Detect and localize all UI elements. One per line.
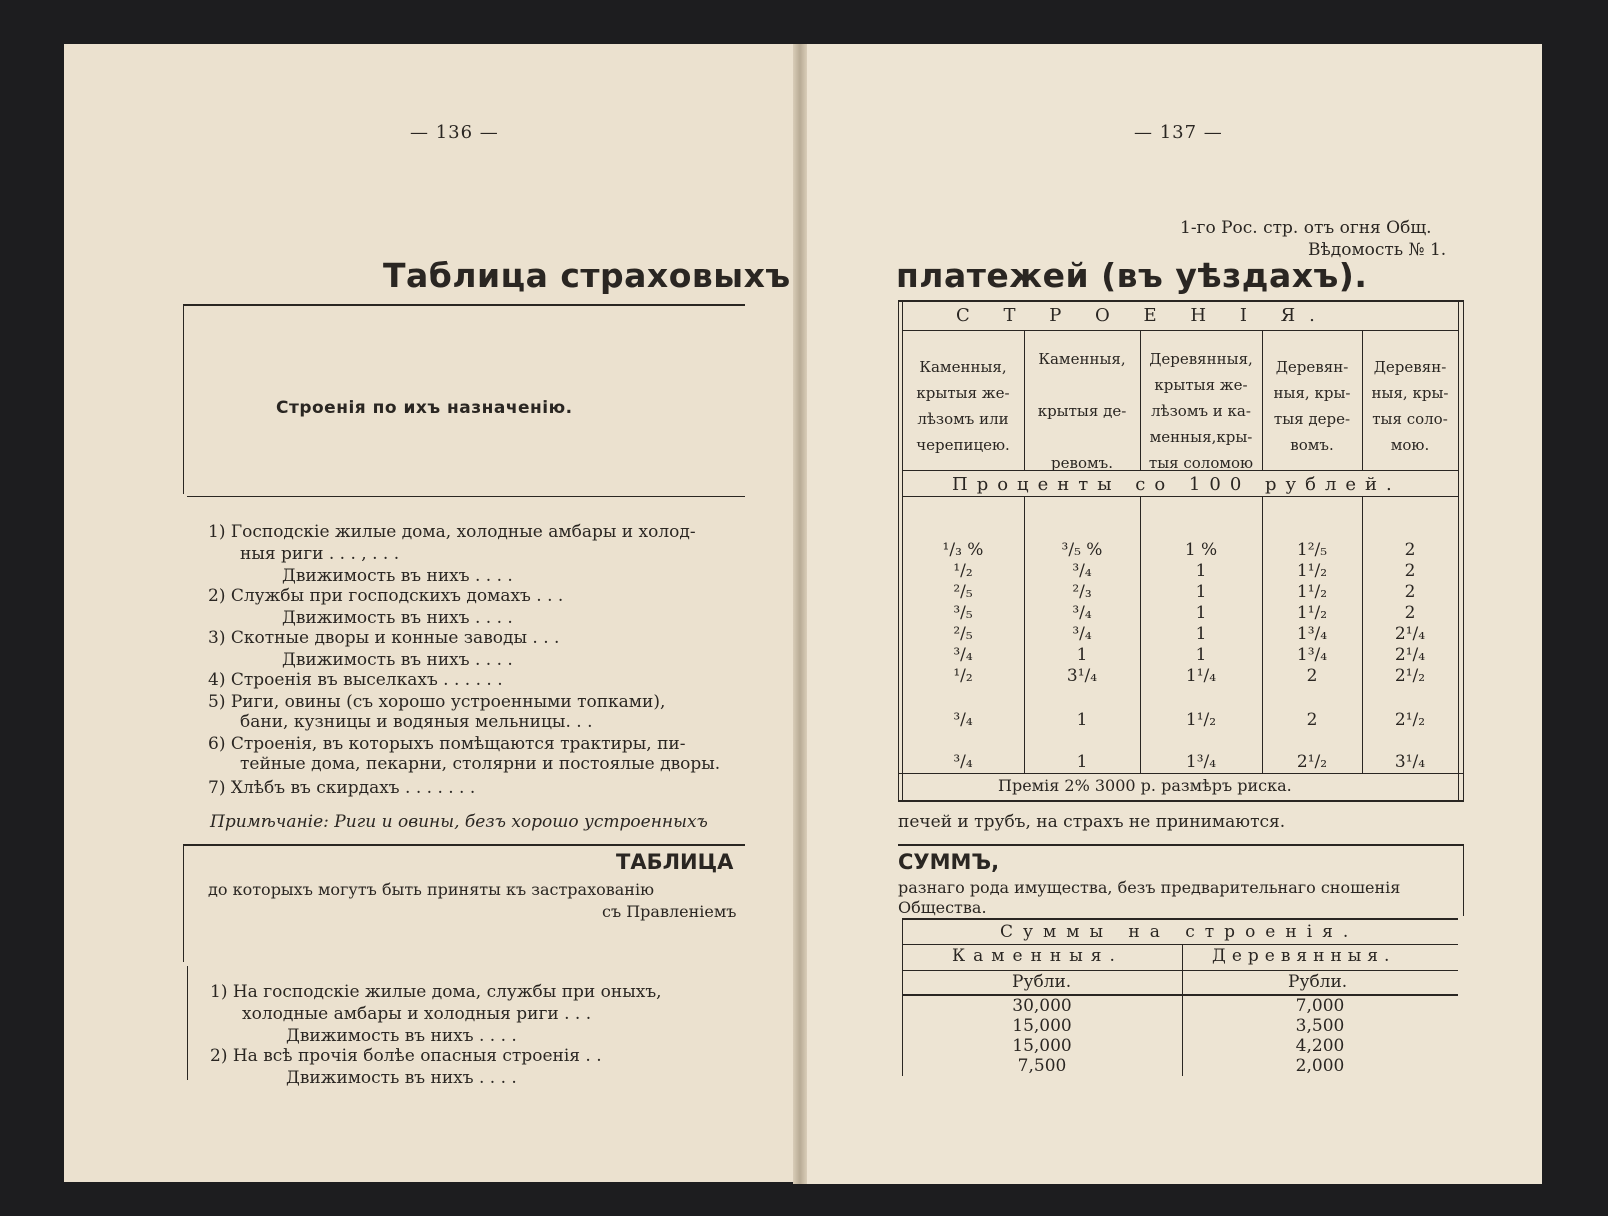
left-item-line: 5) Риги, овины (съ хорошо устроенными топками),: [208, 692, 666, 712]
rate-cell: 1³/₄: [1296, 645, 1328, 665]
sum-cell: 15,000: [1012, 1016, 1072, 1036]
rate-cell: 2¹/₄: [1394, 645, 1426, 665]
table2-subtitle-1: до которыхъ могутъ быть приняты къ застрахованію: [208, 880, 654, 899]
column-header-line: черепицею.: [916, 436, 1010, 454]
column-header-line: Каменныя,: [1038, 350, 1126, 368]
rate-cell: ³/₄: [1072, 624, 1092, 644]
left-item-line: 2) Службы при господскихъ домахъ . . .: [208, 586, 564, 606]
left-item-line: бани, кузницы и водяныя мельницы. . .: [240, 712, 593, 732]
rate-cell: 1: [1076, 645, 1088, 665]
rate-cell: ²/₅: [953, 582, 973, 602]
column-header-line: Деревянныя,: [1149, 350, 1253, 368]
column-header: [1262, 354, 1362, 458]
sum-cell: 3,500: [1295, 1016, 1345, 1036]
sum-cell: 4,200: [1295, 1036, 1345, 1056]
column-header-line: лѣзомъ и ка-: [1151, 402, 1251, 420]
column-header: [902, 354, 1024, 458]
left-item2-line: Движимость въ нихъ . . . .: [286, 1026, 517, 1046]
sum-cell: 7,000: [1295, 996, 1345, 1016]
rate-cell: ¹/₂: [953, 561, 973, 581]
left-item-line: 1) Господскіе жилые дома, холодные амбары и холод-: [208, 522, 696, 542]
rate-cell: 1¹/₂: [1185, 710, 1217, 730]
rate-cell: 1: [1195, 645, 1207, 665]
rate-cell: ³/₄: [1072, 561, 1092, 581]
rate-cell: 1³/₄: [1296, 624, 1328, 644]
rate-cell: 1¹/₂: [1296, 582, 1328, 602]
note-continuation: печей и трубъ, на страхъ не принимаются.: [898, 812, 1286, 832]
company-line: 1-го Рос. стр. отъ огня Общ.: [1180, 218, 1432, 238]
rate-cell: 2¹/₄: [1394, 624, 1426, 644]
left-item-line: Движимость въ нихъ . . . .: [282, 650, 513, 670]
column-header-line: Деревян-: [1275, 358, 1349, 376]
left-item2-line: Движимость въ нихъ . . . .: [286, 1068, 517, 1088]
rate-cell: 1: [1195, 603, 1207, 623]
rate-cell: 1: [1076, 752, 1088, 772]
sum-cell: 7,500: [1017, 1056, 1067, 1076]
rate-cell: ³/₄: [1072, 603, 1092, 623]
left-item-line: ныя риги . . . , . . .: [240, 544, 400, 564]
rate-cell: ³/₄: [953, 752, 973, 772]
rate-cell: 2¹/₂: [1296, 752, 1328, 772]
sums-title: СУММЪ,: [898, 850, 1000, 874]
left-item2-line: 2) На всѣ прочія болѣе опасныя строенія . .: [210, 1046, 602, 1066]
table2-subtitle-2: съ Правленіемъ: [602, 902, 737, 921]
rate-cell: 1³/₄: [1185, 752, 1217, 772]
rate-cell: 2: [1404, 561, 1416, 581]
book-gutter: [793, 44, 807, 1184]
column-header-line: мою.: [1390, 436, 1430, 454]
left-item-line: тейные дома, пекарни, столярни и постоялые дворы.: [240, 754, 721, 774]
sum-cell: 15,000: [1012, 1036, 1072, 1056]
right-title: платежей (въ уѣздахъ).: [896, 256, 1368, 295]
rate-cell: 1¹/₄: [1185, 666, 1217, 686]
column-header-line: крытыя же-: [916, 384, 1010, 402]
unit-wood: Рубли.: [1288, 972, 1348, 992]
column-header-line: ревомъ.: [1051, 454, 1113, 472]
rate-cell: 1 %: [1184, 540, 1218, 560]
column-header-line: тыя соло-: [1372, 410, 1448, 428]
wood-header: Деревянныя.: [1212, 946, 1396, 966]
column-header-line: крытыя де-: [1037, 402, 1127, 420]
rate-cell: ²/₃: [1072, 582, 1092, 602]
rate-cell: 1¹/₂: [1296, 561, 1328, 581]
rate-cell: 3¹/₄: [1066, 666, 1098, 686]
rate-cell: ¹/₃ %: [942, 540, 984, 560]
rate-cell: 2: [1404, 540, 1416, 560]
stone-header: Каменныя.: [952, 946, 1123, 966]
column-header-line: вомъ.: [1290, 436, 1334, 454]
rate-cell: ³/₅ %: [1061, 540, 1103, 560]
left-item-line: 7) Хлѣбъ въ скирдахъ . . . . . . .: [208, 778, 476, 798]
column-header-line: крытыя же-: [1154, 376, 1248, 394]
rate-cell: 1¹/₂: [1296, 603, 1328, 623]
left-item-line: 6) Строенія, въ которыхъ помѣщаются трактиры, пи-: [208, 734, 686, 754]
column-header: [1362, 354, 1458, 458]
rate-cell: 2¹/₂: [1394, 666, 1426, 686]
sums-subtitle-2: Общества.: [898, 898, 987, 917]
rate-cell: ²/₅: [953, 624, 973, 644]
column-header-line: Деревян-: [1373, 358, 1447, 376]
right-page-number: — 137 —: [1134, 122, 1223, 143]
rate-cell: 1: [1195, 624, 1207, 644]
column-header-line: тыя дере-: [1273, 410, 1351, 428]
left-item-line: Движимость въ нихъ . . . .: [282, 608, 513, 628]
left-item-line: 3) Скотные дворы и конные заводы . . .: [208, 628, 560, 648]
column-header-line: менныя,кры-: [1149, 428, 1253, 446]
sum-cell: 2,000: [1295, 1056, 1345, 1076]
premium-line: Премія 2% 3000 р. размѣръ риска.: [998, 776, 1292, 795]
column-header-line: тыя соломою: [1148, 454, 1254, 472]
rate-cell: 1: [1195, 561, 1207, 581]
section-heading: Строенія по ихъ назначенію.: [276, 398, 573, 418]
sums-header: Суммы на строенія.: [1000, 922, 1359, 942]
rate-cell: 3¹/₄: [1394, 752, 1426, 772]
column-header: [1024, 346, 1140, 476]
rate-cell: ³/₄: [953, 710, 973, 730]
left-item2-line: холодные амбары и холодныя риги . . .: [242, 1004, 592, 1024]
column-header-line: [1024, 424, 1140, 450]
left-title: Таблица страховыхъ: [383, 256, 791, 295]
rate-cell: 2: [1404, 603, 1416, 623]
sum-cell: 30,000: [1012, 996, 1072, 1016]
column-header-line: ныя, кры-: [1273, 384, 1351, 402]
sums-subtitle-1: разнаго рода имущества, безъ предварительнаго сношенія: [898, 878, 1401, 897]
rate-cell: 2: [1306, 710, 1318, 730]
left-page-number: — 136 —: [410, 122, 499, 143]
column-header-line: Каменныя,: [919, 358, 1007, 376]
column-header: [1140, 346, 1262, 476]
rate-cell: 1: [1195, 582, 1207, 602]
percent-header: Проценты со 100 рублей.: [952, 474, 1401, 495]
column-header-line: [1024, 372, 1140, 398]
rate-cell: ³/₄: [953, 645, 973, 665]
table2-title: ТАБЛИЦА: [616, 850, 734, 874]
rate-cell: 1: [1076, 710, 1088, 730]
rate-cell: 1²/₅: [1296, 540, 1328, 560]
rate-cell: 2: [1404, 582, 1416, 602]
buildings-header: С Т Р О Е Н І Я.: [956, 305, 1329, 326]
rate-cell: 2: [1306, 666, 1318, 686]
column-header-line: лѣзомъ или: [917, 410, 1009, 428]
unit-stone: Рубли.: [1012, 972, 1072, 992]
rate-cell: 2¹/₂: [1394, 710, 1426, 730]
left-item-line: Движимость въ нихъ . . . .: [282, 566, 513, 586]
left-item-line: 4) Строенія въ выселкахъ . . . . . .: [208, 670, 503, 690]
left-item2-line: 1) На господскіе жилые дома, службы при оныхъ,: [210, 982, 662, 1002]
left-note: Примѣчаніе: Риги и овины, безъ хорошо устроенныхъ: [210, 812, 708, 832]
rate-cell: ¹/₂: [953, 666, 973, 686]
rate-cell: ³/₅: [953, 603, 973, 623]
column-header-line: ныя, кры-: [1371, 384, 1449, 402]
statement-line: Вѣдомость № 1.: [1308, 240, 1447, 260]
